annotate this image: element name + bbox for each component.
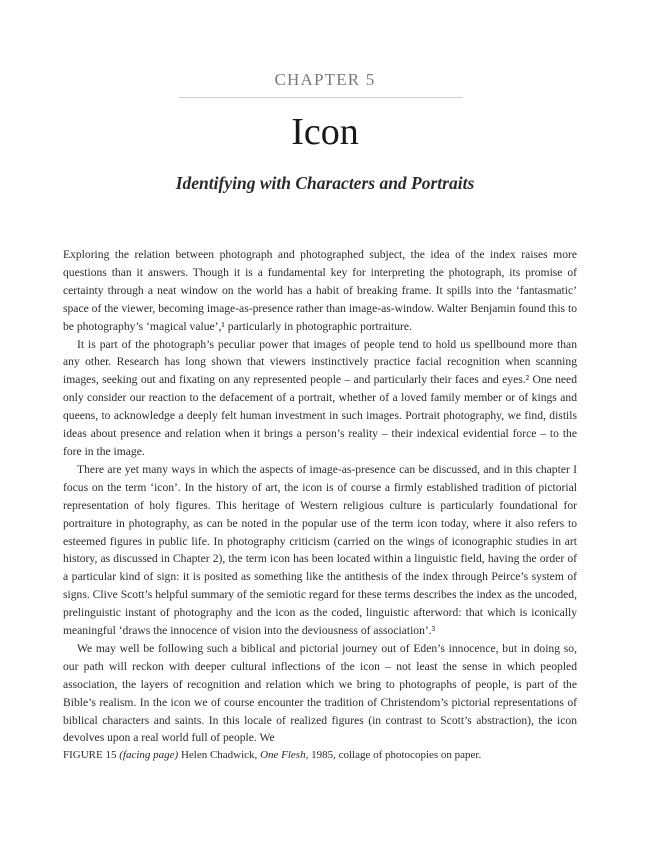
chapter-label: CHAPTER 5 — [274, 70, 376, 89]
figure-label: FIGURE 15 — [63, 749, 117, 761]
caption-artist: Helen Chadwick, — [180, 749, 258, 761]
chapter-subtitle: Identifying with Characters and Portraits — [175, 173, 475, 193]
facing-page-note: (facing page) — [119, 749, 179, 761]
caption-details: , 1985, collage of photocopies on paper. — [305, 749, 482, 761]
chapter-divider — [179, 97, 463, 98]
paragraph: Exploring the relation between photograph and photographed subject, the idea of the index raises more questions than it answers. Though it is a fundamental key for interpreting the photograph, its promise of certainty through a neat window on the world has a habit of breaking frame. It spills into the ‘fantasmatic’ space of the viewer, becoming image-as-presence rather than image-as-window. Walter Benjamin found this to be photography’s ‘magical value’,¹ particularly in photographic portraiture. — [63, 248, 577, 333]
paragraph: We may well be following such a biblical and pictorial journey out of Eden’s innocence, but in doing so, our path will reckon with deeper cultural inflections of the icon – not least the sense in which peopled association, the layers of recognition and relation which we bring to photographs of people, is part of the Bible’s realism. In the icon we of course encounter the tradition of Christendom’s pictorial representations of biblical characters and saints. In this locale of realized figures (in contrast to Scott’s abstraction), the icon devolves upon a real world full of people. We — [63, 641, 577, 745]
paragraph: There are yet many ways in which the aspects of image-as-presence can be discussed, and in this chapter I focus on the term ‘icon’. In the history of art, the icon is of course a firmly established tradition of pictorial representation of holy figures. This heritage of Western religious culture is particularly foundational for portraiture in photography, as can be noted in the popular use of the term icon today, where it also refers to esteemed figures in public life. In photography criticism (carried on the wings of iconographic studies in art history, as discussed in Chapter 2), the term icon has been located within a linguistic field, having the order of a particular kind of sign: it is posited as something like the antithesis of the index through Peirce’s system of signs. Clive Scott’s helpful summary of the semiotic regard for these terms describes the index as the uncoded, prelinguistic instant of photography and the icon as the coded, linguistic afterword: that which is iconically meaningful ‘draws the innocence of vision into the deviousness of association’.³ — [63, 462, 577, 638]
paragraph: It is part of the photograph’s peculiar power that images of people tend to hold us spellbound more than any other. Research has long shown that viewers instinctively practice facial recognition when scanning images, seeking out and fixating on any represented people – and particularly their faces and eyes.² One need only consider our reaction to the defacement of a portrait, whether of a loved family member or of kings and queens, to acknowledge a deeply felt human investment in such images. Portrait photography, we find, distils ideas about presence and relation when it brings a person’s reality – their indexical evidential force – to the fore in the image. — [63, 337, 577, 458]
body-text — [63, 246, 577, 747]
figure-caption — [63, 748, 623, 763]
caption-work-title: One Flesh — [260, 749, 306, 761]
chapter-title: Icon — [291, 111, 359, 153]
